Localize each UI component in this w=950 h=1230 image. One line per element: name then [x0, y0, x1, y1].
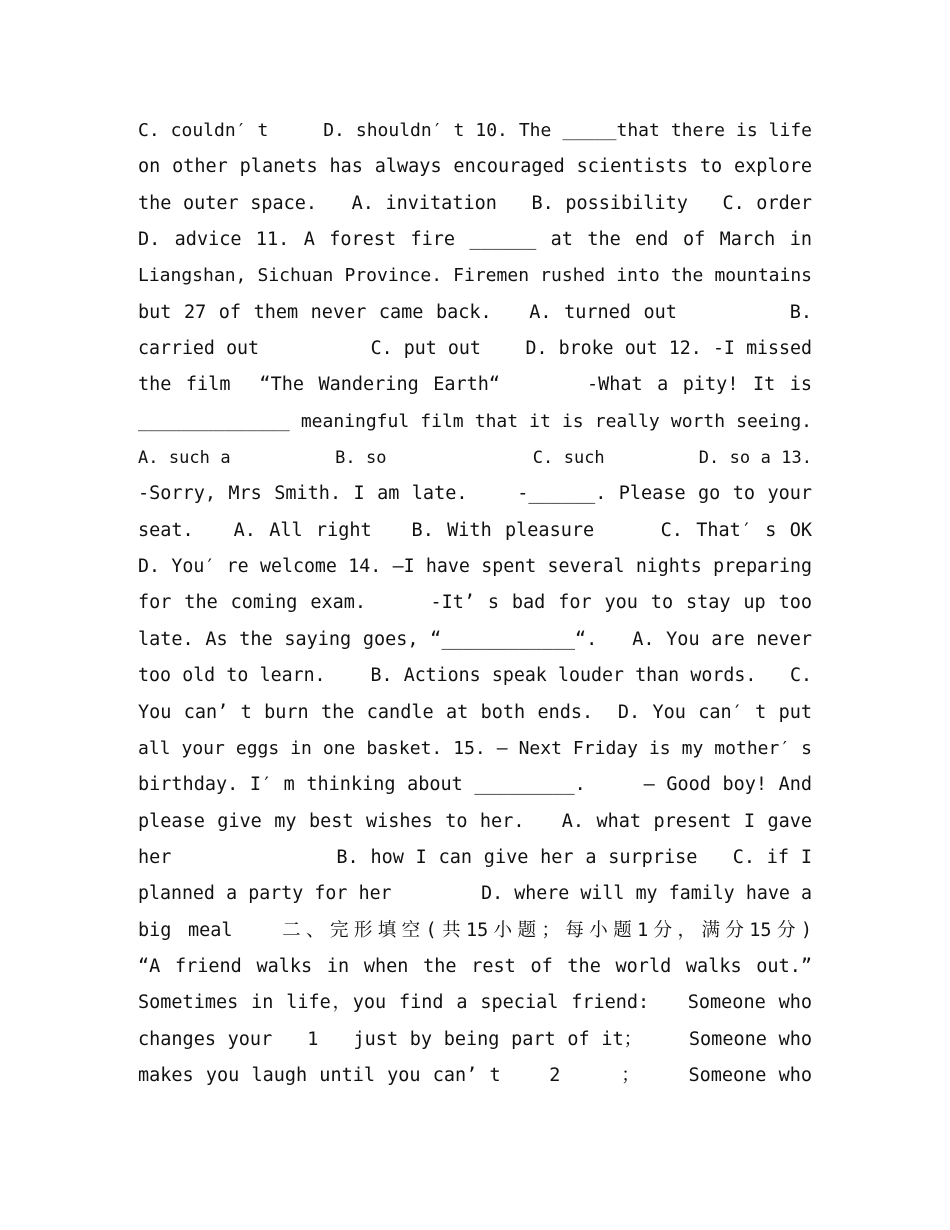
text-line: -Sorry, Mrs Smith. I am late. -______. Please go to your: [138, 483, 812, 505]
text-line: D. You′ re welcome 14. –I have spent several nights preparing: [138, 556, 812, 578]
text-line: “A friend walks in when the rest of the world walks out.”: [138, 955, 812, 977]
text-line: seat. A. All right B. With pleasure C. That′ s OK: [138, 519, 812, 541]
text-line: too old to learn. B. Actions speak louder than words. C.: [138, 665, 812, 687]
text-line: You can’ t burn the candle at both ends. D. You can′ t put: [138, 701, 812, 723]
text-line: but 27 of them never came back. A. turned out B.: [138, 301, 812, 323]
text-line: C. couldn′ t D. shouldn′ t 10. The _____that there is life: [138, 120, 812, 141]
text-line: birthday. I′ m thinking about _________. – Good boy! And: [138, 774, 812, 796]
text-line: on other planets has always encouraged scientists to explore: [138, 156, 812, 178]
text-line: planned a party for her D. where will my family have a: [138, 883, 812, 905]
text-line: all your eggs in one basket. 15. – Next Friday is my mother′ s: [138, 737, 812, 759]
text-line: Sometimes in life，you find a special friend: Someone who: [138, 992, 812, 1014]
text-line: D. advice 11. A forest fire ______ at the end of March in: [138, 229, 812, 251]
text-line: Liangshan, Sichuan Province. Firemen rushed into the mountains: [138, 265, 812, 287]
text-line: late. As the saying goes, “____________“. A. You are never: [138, 628, 812, 650]
text-line: changes your 1 just by being part of it； Someone who: [138, 1028, 812, 1050]
text-line: ______________ meaningful film that it is really worth seeing.: [138, 410, 812, 432]
text-line: carried out C. put out D. broke out 12. -I missed: [138, 338, 812, 360]
document-page: [138, 113, 812, 1094]
text-line: makes you laugh until you can’ t 2 ； Someone who: [138, 1064, 812, 1086]
text-line: the outer space. A. invitation B. possibility C. order: [138, 192, 812, 214]
text-line: A. such a B. so C. such D. so a 13.: [138, 448, 812, 469]
section-heading-line: big meal 二、完形填空(共15小题；每小题1分，满分15分): [138, 919, 812, 941]
text-line: for the coming exam. -It’ s bad for you to stay up too: [138, 592, 812, 614]
text-line: the film “The Wandering Earth“ -What a pity! It is: [138, 374, 812, 396]
text-line: her B. how I can give her a surprise C. if I: [138, 846, 812, 868]
text-line: please give my best wishes to her. A. what present I gave: [138, 810, 812, 832]
